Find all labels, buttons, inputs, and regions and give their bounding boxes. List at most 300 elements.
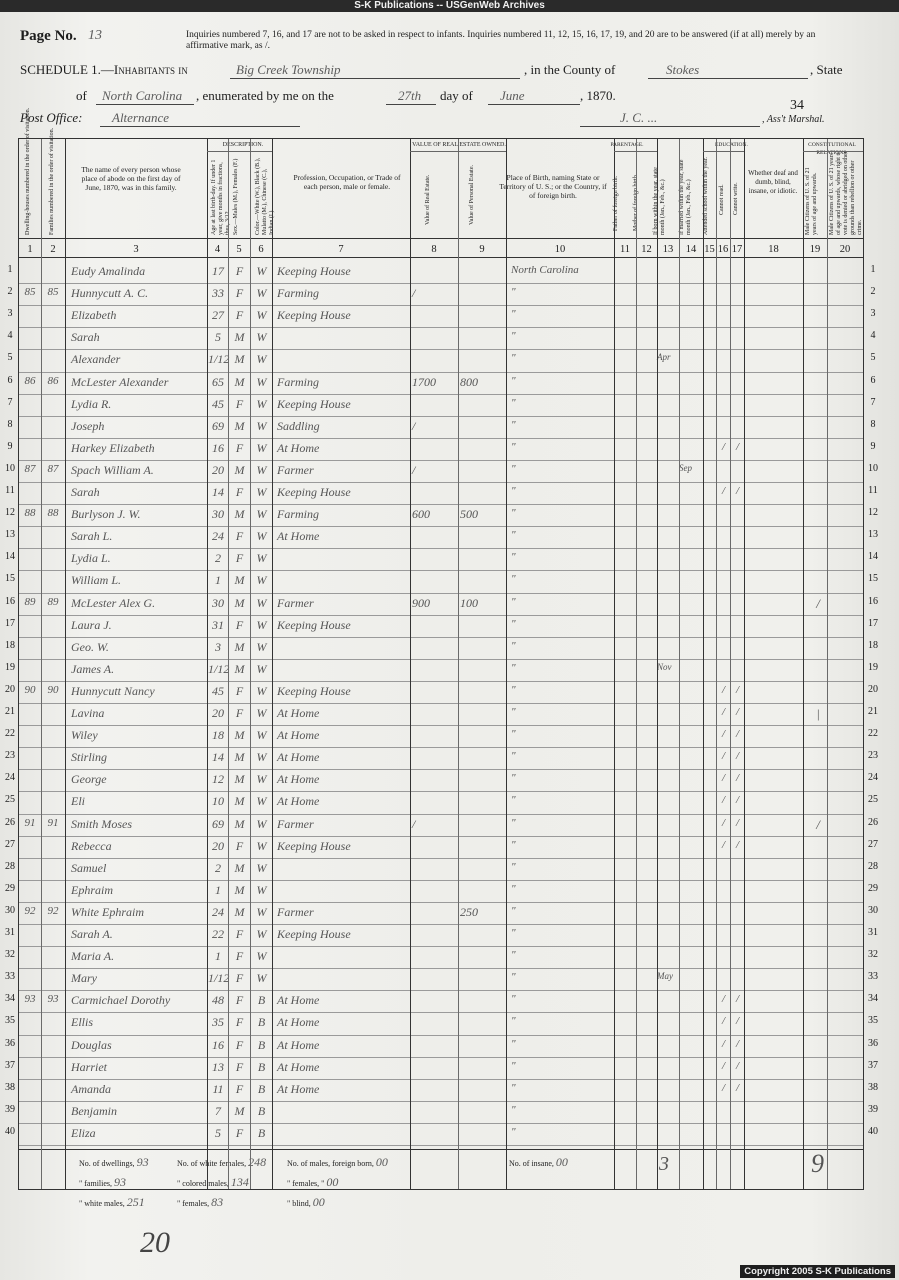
- birthplace: ": [511, 639, 516, 652]
- row-divider: [19, 946, 863, 947]
- column-divider: [679, 139, 680, 1189]
- row-number-right: 30: [868, 904, 878, 916]
- row-divider: [19, 438, 863, 439]
- row-divider: [19, 659, 863, 660]
- column-divider: [65, 139, 66, 1189]
- birthplace: ": [511, 794, 516, 807]
- dwelling-number: 91: [24, 816, 36, 829]
- birthplace: ": [511, 1081, 516, 1094]
- birthplace: ": [511, 595, 516, 608]
- color-value: B: [257, 1059, 266, 1074]
- row-divider: [19, 1057, 863, 1058]
- row-divider: [19, 902, 863, 903]
- row-divider: [19, 349, 863, 350]
- sex-value: F: [235, 949, 244, 964]
- family-number: 89: [47, 595, 59, 608]
- cannot-write-mark: /: [735, 816, 740, 829]
- person-name: Maria A.: [71, 949, 115, 964]
- birthplace: ": [511, 551, 516, 564]
- sex-value: F: [235, 927, 244, 941]
- insane-label: No. of insane,: [509, 1159, 554, 1168]
- sex-value: M: [234, 904, 245, 919]
- person-name: McLester Alex G.: [71, 595, 156, 610]
- column-divider: [458, 139, 459, 1189]
- sex-value: F: [235, 1081, 244, 1096]
- dwelling-number: 85: [24, 286, 36, 299]
- column-number: 7: [338, 244, 344, 255]
- family-number: 88: [47, 507, 59, 520]
- occupation: Farmer: [277, 462, 314, 477]
- sex-value: F: [235, 485, 244, 499]
- township-value: Big Creek Township: [236, 62, 341, 77]
- sex-value: F: [235, 683, 244, 698]
- occupation: Farmer: [277, 904, 314, 919]
- age-value: 14: [212, 485, 224, 499]
- dwelling-number: 92: [24, 904, 36, 917]
- sex-value: F: [235, 971, 244, 986]
- row-divider: [19, 769, 863, 770]
- birthplace: ": [511, 462, 516, 475]
- age-value: 69: [212, 418, 224, 433]
- real-estate-value: /: [412, 816, 416, 831]
- row-divider: [19, 725, 863, 726]
- col-header-dwelling: Dwelling-houses numbered in the order of visitation.: [25, 107, 31, 235]
- age-value: 11: [212, 1081, 224, 1096]
- cannot-write-mark: /: [735, 1081, 740, 1094]
- row-number-left: 1: [7, 264, 13, 275]
- row-divider: [19, 526, 863, 527]
- archive-banner: S-K Publications -- USGenWeb Archives: [0, 0, 899, 12]
- row-divider: [19, 858, 863, 859]
- column-number: 12: [641, 244, 652, 255]
- cannot-write-mark: /: [735, 706, 740, 718]
- dwellings-count: 93: [136, 1155, 149, 1169]
- birthplace: ": [511, 308, 516, 321]
- person-name: Joseph: [71, 418, 105, 433]
- age-value: 65: [212, 374, 224, 389]
- row-number-right: 29: [868, 882, 878, 894]
- cannot-write-mark: /: [735, 750, 740, 763]
- sex-value: F: [235, 286, 244, 301]
- age-value: 30: [212, 595, 224, 610]
- color-value: W: [256, 794, 267, 809]
- sex-value: M: [234, 462, 245, 477]
- families-label: " families,: [79, 1179, 113, 1188]
- row-number-right: 3: [870, 308, 876, 320]
- person-name: Eudy Amalinda: [71, 264, 146, 278]
- day-value: 27th: [398, 88, 422, 103]
- row-number-left: 38: [5, 1081, 15, 1093]
- sex-value: F: [235, 551, 244, 566]
- column-number: 11: [619, 244, 631, 255]
- age-value: 20: [212, 462, 224, 477]
- person-name: Douglas: [71, 1037, 112, 1052]
- row-divider: [19, 1145, 863, 1146]
- group-header-divider: [803, 151, 863, 152]
- row-number-left: 2: [7, 286, 13, 298]
- sex-value: M: [234, 507, 245, 522]
- marshal-value: J. C. ...: [620, 110, 658, 125]
- row-number-right: 1: [870, 264, 876, 275]
- column-divider: [207, 139, 208, 1189]
- column-number: 9: [479, 244, 485, 255]
- sex-value: M: [234, 374, 245, 389]
- row-number-right: 18: [868, 639, 878, 651]
- foreign-females-label: " females, ": [287, 1179, 325, 1188]
- sex-value: M: [234, 639, 245, 654]
- sex-value: M: [234, 750, 245, 765]
- row-divider: [19, 1012, 863, 1013]
- cannot-read-mark: /: [721, 816, 726, 829]
- col-header-cannot-read: Cannot read.: [719, 184, 725, 215]
- row-divider: [19, 416, 863, 417]
- occupation: Keeping House: [277, 485, 351, 499]
- occupation: Farming: [277, 507, 319, 522]
- person-name: Burlyson J. W.: [71, 507, 141, 522]
- row-divider: [19, 372, 863, 373]
- dwellings-label: No. of dwellings,: [79, 1159, 135, 1168]
- birthplace: ": [511, 352, 516, 365]
- row-divider: [19, 548, 863, 549]
- row-number-right: 23: [868, 750, 878, 762]
- occupation: At Home: [277, 1015, 320, 1030]
- color-value: W: [256, 661, 267, 676]
- cannot-write-mark: /: [735, 485, 740, 497]
- column-number: 6: [258, 244, 264, 255]
- row-number-left: 22: [5, 728, 15, 740]
- birthplace: ": [511, 706, 516, 718]
- person-name: Elizabeth: [71, 308, 117, 323]
- row-number-right: 10: [868, 462, 878, 474]
- row-number-left: 3: [7, 308, 13, 320]
- person-name: Smith Moses: [71, 816, 132, 831]
- row-number-right: 28: [868, 860, 878, 872]
- col-header-mother-foreign: Mother of foreign birth.: [633, 173, 639, 231]
- row-number-right: 20: [868, 683, 878, 695]
- color-value: W: [256, 683, 267, 698]
- age-value: 20: [212, 838, 224, 853]
- color-value: W: [256, 352, 267, 367]
- color-value: W: [256, 374, 267, 389]
- color-value: W: [256, 750, 267, 765]
- column-number: 4: [214, 244, 221, 255]
- sex-value: F: [235, 264, 244, 278]
- person-name: Harkey Elizabeth: [71, 440, 155, 455]
- sex-value: F: [235, 529, 244, 544]
- person-name: Lavina: [71, 706, 105, 720]
- row-divider: [19, 880, 863, 881]
- color-value: B: [257, 1015, 266, 1030]
- row-number-left: 28: [5, 860, 15, 872]
- occupation: Farming: [277, 286, 319, 301]
- color-value: W: [256, 816, 267, 831]
- personal-estate-value: 800: [460, 374, 478, 389]
- row-divider: [19, 394, 863, 395]
- row-number-right: 35: [868, 1015, 878, 1027]
- age-value: 1: [215, 949, 221, 964]
- blind-label: " blind,: [287, 1199, 311, 1208]
- birthplace: ": [511, 573, 516, 586]
- citizen-mark: /: [816, 595, 820, 611]
- row-divider: [19, 460, 863, 461]
- cannot-write-mark: /: [735, 440, 740, 453]
- person-name: Benjamin: [71, 1103, 117, 1118]
- age-value: 33: [212, 286, 224, 301]
- row-number-left: 8: [7, 418, 13, 430]
- row-number-right: 36: [868, 1037, 878, 1049]
- person-name: Harriet: [71, 1059, 107, 1074]
- occupation: At Home: [277, 728, 320, 743]
- copyright-notice: Copyright 2005 S-K Publications: [740, 1265, 895, 1278]
- col13-total: 3: [659, 1153, 669, 1175]
- color-value: B: [257, 993, 266, 1008]
- birthplace: North Carolina: [511, 264, 579, 276]
- col-header-father-foreign: Father of foreign birth.: [613, 176, 619, 231]
- person-name: William L.: [71, 573, 122, 588]
- person-name: Stirling: [71, 750, 108, 765]
- row-number-right: 7: [870, 396, 876, 408]
- column-divider: [506, 139, 507, 1189]
- age-value: 24: [212, 904, 224, 919]
- column-number: 5: [236, 244, 242, 255]
- person-name: Sarah A.: [71, 927, 113, 941]
- day-label: day of: [440, 88, 473, 103]
- column-divider: [250, 139, 251, 1189]
- color-value: W: [256, 286, 267, 301]
- color-value: W: [256, 927, 267, 941]
- citizen-mark: |: [816, 706, 820, 721]
- row-divider: [19, 747, 863, 748]
- family-number: 86: [47, 374, 59, 387]
- age-value: 12: [212, 772, 224, 787]
- dwelling-number: 88: [24, 507, 36, 520]
- row-number-right: 15: [868, 573, 878, 585]
- occupation: At Home: [277, 794, 320, 809]
- birthplace: ": [511, 440, 516, 453]
- color-value: W: [256, 440, 267, 455]
- color-value: W: [256, 308, 267, 323]
- row-number-left: 40: [5, 1125, 15, 1137]
- person-name: Geo. W.: [71, 639, 109, 654]
- row-number-left: 36: [5, 1037, 15, 1049]
- color-value: B: [257, 1103, 266, 1118]
- age-value: 14: [212, 750, 224, 765]
- white-males-label: " white males,: [79, 1199, 125, 1208]
- birthplace: ": [511, 661, 516, 674]
- birthplace: ": [511, 971, 516, 984]
- row-number-right: 4: [870, 330, 876, 342]
- females-count: 83: [211, 1195, 224, 1209]
- col-header-parentage: PARENTAGE.: [610, 142, 644, 148]
- sex-value: M: [234, 860, 245, 875]
- birthplace: ": [511, 1103, 516, 1116]
- real-estate-value: /: [412, 418, 416, 433]
- marshal-label: , Ass't Marshal.: [762, 114, 825, 125]
- white-males-count: 251: [126, 1195, 145, 1209]
- color-value: W: [256, 264, 267, 278]
- cannot-read-mark: /: [721, 1037, 726, 1050]
- age-value: 3: [215, 639, 221, 654]
- cannot-read-mark: /: [721, 728, 726, 741]
- person-name: George: [71, 772, 107, 787]
- row-number-left: 31: [5, 927, 15, 938]
- post-office-label: Post Office:: [20, 110, 83, 125]
- row-divider: [19, 924, 863, 925]
- row-number-left: 18: [5, 639, 15, 651]
- column-divider: [716, 139, 717, 1189]
- birthplace: ": [511, 949, 516, 962]
- cannot-write-mark: /: [735, 1015, 740, 1028]
- real-estate-value: 1700: [412, 374, 436, 389]
- row-number-right: 13: [868, 529, 878, 541]
- color-value: B: [257, 1037, 266, 1052]
- birthplace: ": [511, 750, 516, 763]
- age-value: 1: [215, 882, 221, 897]
- row-number-left: 23: [5, 750, 15, 762]
- occupation: Keeping House: [277, 927, 351, 941]
- row-number-left: 4: [7, 330, 13, 342]
- age-value: 35: [212, 1015, 224, 1030]
- margin-handwritten-mark: 20: [140, 1226, 170, 1259]
- occupation: Keeping House: [277, 264, 351, 278]
- column-divider: [703, 139, 704, 1189]
- occupation: Saddling: [277, 418, 320, 433]
- birthplace: ": [511, 286, 516, 299]
- row-number-right: 21: [868, 706, 878, 717]
- year-label: , 1870.: [580, 88, 616, 103]
- column-number: 16: [717, 244, 729, 255]
- column-divider: [228, 139, 229, 1189]
- color-value: W: [256, 728, 267, 743]
- sex-value: F: [235, 993, 244, 1008]
- personal-estate-value: 500: [460, 507, 478, 522]
- foreign-males-count: 00: [375, 1155, 388, 1169]
- dwelling-number: 87: [24, 462, 36, 475]
- row-number-right: 25: [868, 794, 878, 806]
- row-number-right: 2: [870, 286, 876, 298]
- person-name: Carmichael Dorothy: [71, 993, 171, 1008]
- females-label: " females,: [177, 1199, 210, 1208]
- real-estate-value: 600: [412, 507, 430, 522]
- col-header-description: DESCRIPTION.: [222, 142, 264, 148]
- column-number: 18: [768, 244, 779, 255]
- row-number-left: 15: [5, 573, 15, 585]
- birth-month: Apr: [657, 352, 671, 363]
- age-value: 22: [212, 927, 224, 941]
- row-number-left: 16: [5, 595, 15, 607]
- occupation: At Home: [277, 993, 320, 1008]
- col-header-citizens: Male Citizens of U. S. of 21 years of age and upwards.: [805, 167, 818, 235]
- age-value: 48: [212, 993, 224, 1008]
- occupation: Farming: [277, 374, 319, 389]
- cannot-read-mark: /: [721, 706, 726, 718]
- sheet-number: 34: [790, 98, 804, 113]
- row-number-right: 39: [868, 1103, 878, 1115]
- sex-value: M: [234, 816, 245, 831]
- color-value: W: [256, 838, 267, 853]
- family-number: 91: [47, 816, 59, 829]
- colored-males-count: 134: [230, 1175, 249, 1189]
- of-label: of: [76, 88, 87, 103]
- age-value: 2: [215, 860, 221, 875]
- schedule-label: SCHEDULE 1.—Inhabitants in: [20, 62, 188, 77]
- sex-value: M: [234, 352, 245, 367]
- birthplace: ": [511, 330, 516, 343]
- real-estate-value: /: [412, 286, 416, 301]
- white-females-count: 248: [248, 1155, 267, 1169]
- row-divider: [19, 703, 863, 704]
- row-number-right: 40: [868, 1125, 878, 1137]
- col-header-sex: Sex.—Males (M.), Females (F.): [233, 158, 239, 235]
- sex-value: F: [235, 396, 244, 411]
- sex-value: F: [235, 440, 244, 455]
- sex-value: M: [234, 595, 245, 610]
- color-value: W: [256, 706, 267, 720]
- row-number-right: 33: [868, 971, 878, 983]
- sex-value: M: [234, 794, 245, 809]
- white-females-label: No. of white females,: [177, 1159, 247, 1168]
- cannot-read-mark: /: [721, 1059, 726, 1072]
- enumerated-label: , enumerated by me on the: [196, 88, 334, 103]
- col-header-birthplace: Place of Birth, naming State or Territory of U. S.; or the Country, if of foreign birth.: [499, 173, 607, 200]
- cannot-read-mark: /: [721, 993, 726, 1006]
- row-number-right: 8: [870, 418, 876, 430]
- col-header-born-month: If born within the year, state month (Jan., Feb., &c.): [653, 167, 666, 235]
- row-divider: [19, 791, 863, 792]
- occupation: At Home: [277, 1037, 320, 1052]
- occupation: Keeping House: [277, 396, 351, 411]
- post-office-value: Alternance: [112, 110, 170, 125]
- color-value: B: [257, 1081, 266, 1096]
- color-value: W: [256, 882, 267, 897]
- row-number-left: 10: [5, 462, 15, 474]
- cannot-read-mark: /: [721, 440, 726, 453]
- sex-value: M: [234, 661, 245, 676]
- col19-total: 9: [811, 1149, 824, 1178]
- row-number-right: 34: [868, 993, 878, 1005]
- row-number-left: 7: [7, 396, 13, 408]
- family-number: 90: [47, 683, 59, 696]
- age-value: 45: [212, 396, 224, 411]
- cannot-write-mark: /: [735, 728, 740, 741]
- birthplace: ": [511, 816, 516, 829]
- row-number-right: 38: [868, 1081, 878, 1093]
- row-number-right: 5: [870, 352, 876, 364]
- cannot-write-mark: /: [735, 794, 740, 807]
- cannot-write-mark: /: [735, 683, 740, 696]
- group-header-divider: [614, 151, 657, 152]
- occupation: Farmer: [277, 816, 314, 831]
- col-header-cannot-write: Cannot write.: [733, 182, 739, 215]
- color-value: W: [256, 396, 267, 411]
- row-number-left: 20: [5, 683, 15, 695]
- county-label: , in the County of: [524, 62, 616, 77]
- row-number-left: 33: [5, 971, 15, 983]
- sex-value: F: [235, 308, 244, 323]
- person-name: Sarah L.: [71, 529, 113, 544]
- person-name: Ephraim: [71, 882, 113, 897]
- col-header-name: The name of every person whose place of abode on the first day of June, 1870, was in this family.: [81, 165, 181, 192]
- color-value: W: [256, 573, 267, 588]
- sex-value: M: [234, 573, 245, 588]
- color-value: B: [257, 1125, 266, 1140]
- county-value: Stokes: [666, 62, 700, 77]
- sex-value: M: [234, 728, 245, 743]
- person-name: Ellis: [71, 1015, 94, 1030]
- cannot-write-mark: /: [735, 993, 740, 1006]
- row-number-right: 24: [868, 772, 878, 784]
- occupation: At Home: [277, 1059, 320, 1074]
